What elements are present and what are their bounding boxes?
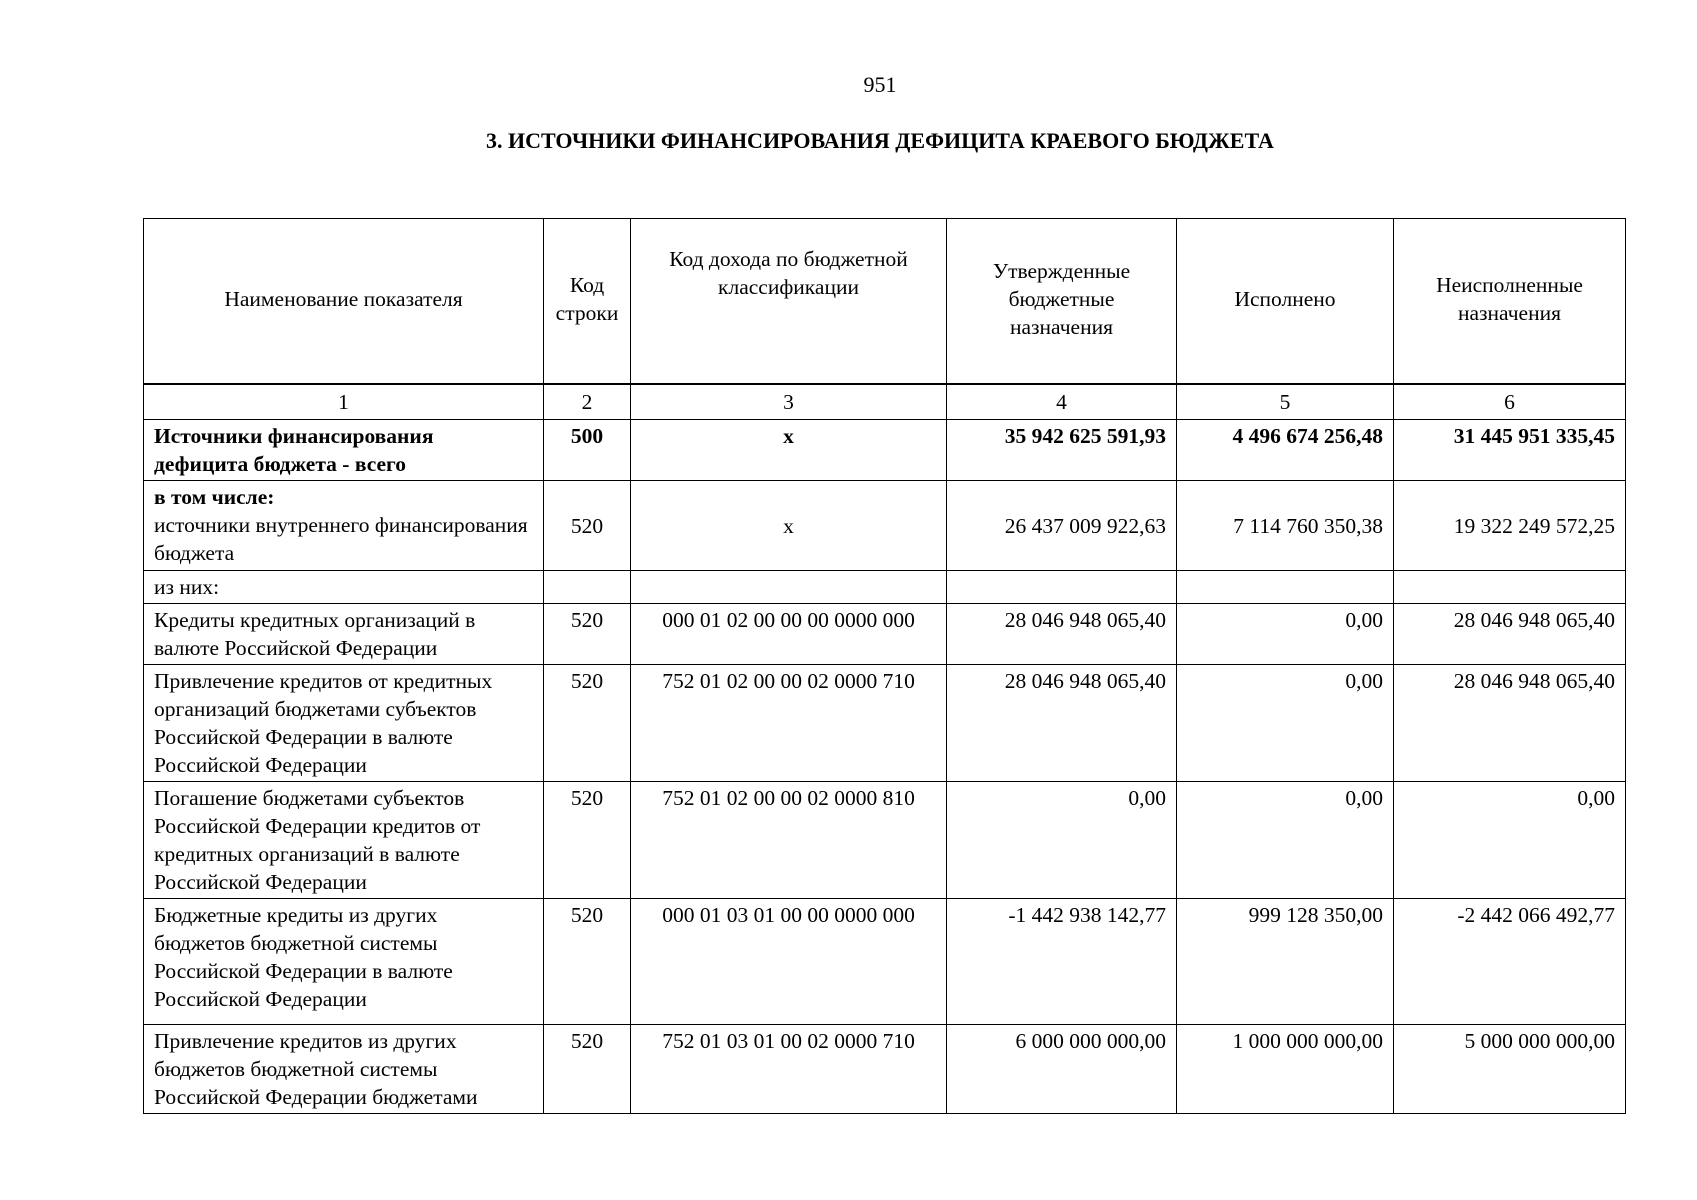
row-approved: -1 442 938 142,77 [947,899,1177,1025]
column-number: 6 [1394,384,1626,420]
row-approved: 28 046 948 065,40 [947,604,1177,665]
header-classification-code [631,219,947,380]
row-unexecuted: 19 322 249 572,25 [1394,481,1626,571]
header-name: Наименование показателя [144,219,544,380]
header-executed: Исполнено [1177,219,1394,380]
row-code: 520 [544,899,631,1025]
row-name: Погашение бюджетами субъектов Российской Федерации кредитов от кредитных организаций в валюте Российской Федерации [144,782,544,899]
header-line-code-part2: строки [555,301,619,325]
header-approved-part3: назначения [1010,315,1113,339]
header-unexecuted-part1: Неисполненные [1436,273,1583,297]
header-classification-part1: Код дохода по бюджетной [669,247,908,271]
row-unexecuted: -2 442 066 492,77 [1394,899,1626,1025]
header-approved [947,219,1177,380]
column-number: 1 [144,384,544,420]
row-code: 520 [544,782,631,899]
header-unexecuted-part2: назначения [1458,301,1561,325]
row-approved: 35 942 625 591,93 [947,420,1177,481]
row-name: Кредиты кредитных организаций в валюте Российской Федерации [144,604,544,665]
row-approved: 0,00 [947,782,1177,899]
row-executed: 999 128 350,00 [1177,899,1394,1025]
header-classification-part2: классификации [718,275,859,299]
header-approved-part2: бюджетные [1008,287,1115,311]
row-name [144,481,544,571]
header-line-code-part1: Код [569,273,605,297]
column-number: 3 [631,384,947,420]
row-executed: 7 114 760 350,38 [1177,481,1394,571]
row-approved: 26 437 009 922,63 [947,481,1177,571]
row-approved: 6 000 000 000,00 [947,1025,1177,1114]
row-code: 500 [544,420,631,481]
page-number: 951 [863,72,897,97]
row-executed: 0,00 [1177,782,1394,899]
table-row [144,604,1626,665]
row-name: Бюджетные кредиты из других бюджетов бюджетной системы Российской Федерации в валюте Российской Федерации [144,899,544,1025]
row-name-text: источники внутреннего финансирования бюджета [154,513,528,565]
row-unexecuted: 28 046 948 065,40 [1394,604,1626,665]
table-row-total [144,420,1626,481]
header-line-code [544,219,631,380]
row-name: из них: [144,571,544,604]
column-number: 2 [544,384,631,420]
row-name: Источники финансирования дефицита бюджета - всего [144,420,544,481]
table-row [144,481,1626,571]
row-code: 520 [544,1025,631,1114]
row-unexecuted: 5 000 000 000,00 [1394,1025,1626,1114]
header-unexecuted [1394,219,1626,380]
row-code: 520 [544,481,631,571]
column-number: 5 [1177,384,1394,420]
row-classification: 000 01 02 00 00 00 0000 000 [631,604,947,665]
row-classification: 752 01 03 01 00 02 0000 710 [631,1025,947,1114]
row-executed: 4 496 674 256,48 [1177,420,1394,481]
table-row [144,782,1626,899]
row-executed: 0,00 [1177,604,1394,665]
row-classification: x [631,420,947,481]
document-title: 3. ИСТОЧНИКИ ФИНАНСИРОВАНИЯ ДЕФИЦИТА КРАЕВОГО БЮДЖЕТА [486,128,1274,153]
row-unexecuted: 31 445 951 335,45 [1394,420,1626,481]
row-code: 520 [544,604,631,665]
row-classification: 752 01 02 00 00 02 0000 810 [631,782,947,899]
row-classification: x [631,481,947,571]
row-unexecuted: 28 046 948 065,40 [1394,665,1626,782]
financing-sources-table [143,218,1626,1114]
row-name-prefix: в том числе: [154,485,275,509]
table-row [144,1025,1626,1114]
row-executed: 0,00 [1177,665,1394,782]
table-row [144,899,1626,1025]
column-numbers-row [144,384,1626,420]
row-executed: 1 000 000 000,00 [1177,1025,1394,1114]
header-approved-part1: Утвержденные [992,259,1131,283]
table-header-row [144,219,1626,380]
table-row [144,571,1626,604]
row-classification: 752 01 02 00 00 02 0000 710 [631,665,947,782]
table-row [144,665,1626,782]
row-name: Привлечение кредитов от кредитных организаций бюджетами субъектов Российской Федерации в валюте Российской Федерации [144,665,544,782]
column-number: 4 [947,384,1177,420]
row-name: Привлечение кредитов из других бюджетов бюджетной системы Российской Федерации бюджетами [144,1025,544,1114]
row-approved: 28 046 948 065,40 [947,665,1177,782]
row-unexecuted: 0,00 [1394,782,1626,899]
row-code: 520 [544,665,631,782]
row-classification: 000 01 03 01 00 00 0000 000 [631,899,947,1025]
